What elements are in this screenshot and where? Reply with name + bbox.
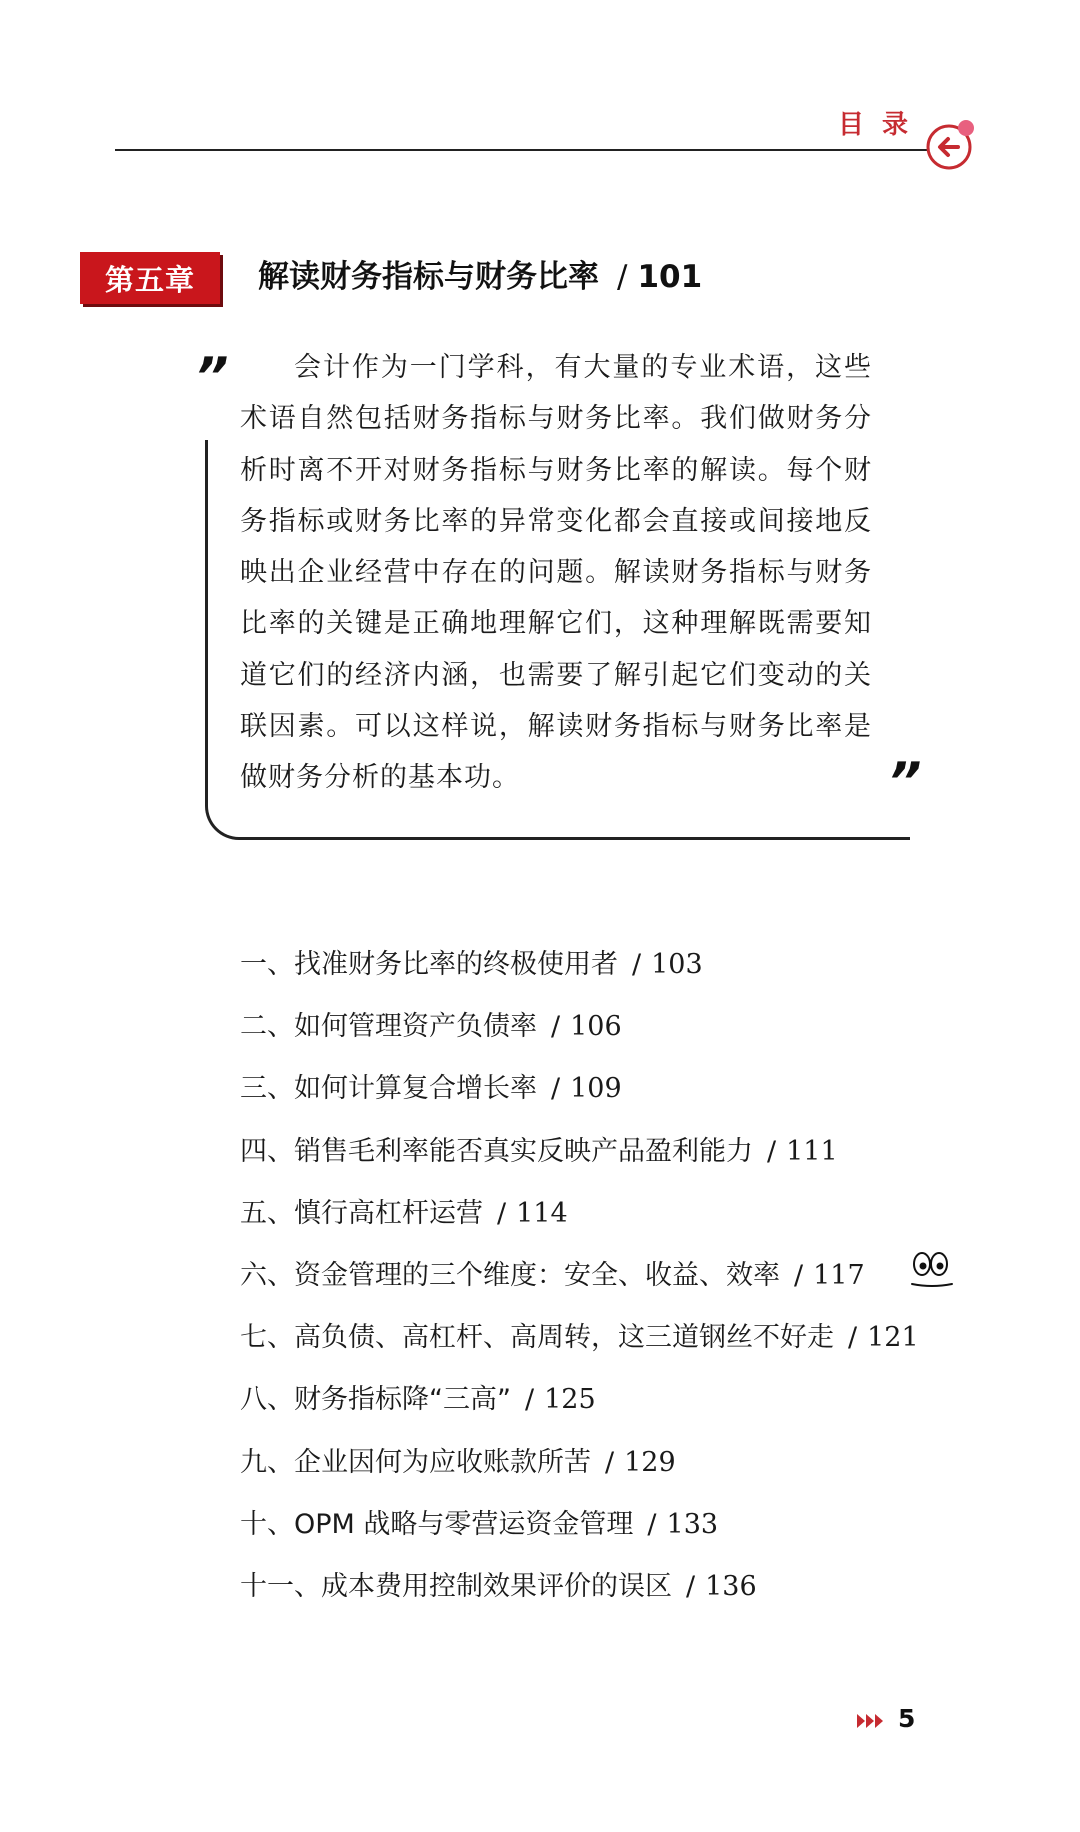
toc-item[interactable]: 五、慎行高杠杆运营 / 114	[240, 1197, 568, 1229]
chapter-title: 解读财务指标与财务比率	[258, 259, 599, 295]
chapter-heading[interactable]	[258, 254, 702, 300]
page-number: 5	[898, 1704, 916, 1733]
eyes-icon	[910, 1248, 954, 1290]
toc-item[interactable]: 八、财务指标降“三高” / 125	[240, 1384, 596, 1416]
chapter-summary: 会计作为一门学科，有大量的专业术语，这些术语自然包括财务指标与财务比率。我们做财务分析时离不开对财务指标与财务比率的解读。每个财务指标或财务比率的异常变化都会直接或间接地反映出企业经营中存在的问题。解读财务指标与财务比率的关键是正确地理解它们，这种理解既需要知道它们的经济内涵，也需要了解引起它们变动的关联因素。可以这样说，解读财务指标与财务比率是做财务分析的基本功。	[240, 352, 872, 794]
quote-close-mark-icon: ”	[888, 752, 916, 812]
header-divider	[115, 149, 960, 151]
chapter-page: 101	[637, 259, 703, 295]
circled-left-arrow-icon[interactable]	[922, 116, 980, 174]
toc-list	[240, 934, 919, 1618]
toc-item[interactable]: 四、销售毛利率能否真实反映产品盈利能力 / 111	[240, 1135, 838, 1167]
toc-item[interactable]: 二、如何管理资产负债率 / 106	[240, 1011, 622, 1043]
toc-item[interactable]: 三、如何计算复合增长率 / 109	[240, 1073, 622, 1105]
toc-item[interactable]: 九、企业因何为应收账款所苦 / 129	[240, 1446, 676, 1478]
chapter-badge: 第五章	[80, 252, 220, 304]
toc-item[interactable]: 十、OPM 战略与零营运资金管理 / 133	[240, 1508, 719, 1540]
quote-open-mark-icon: ”	[195, 347, 223, 407]
toc-item[interactable]: 十一、成本费用控制效果评价的误区 / 136	[240, 1570, 757, 1602]
chapter-separator: /	[617, 259, 628, 295]
triple-right-arrow-icon	[856, 1712, 886, 1730]
toc-item[interactable]: 一、找准财务比率的终极使用者 / 103	[240, 949, 703, 980]
toc-item[interactable]: 六、资金管理的三个维度：安全、收益、效率 / 117	[240, 1259, 865, 1291]
section-label: 目录	[838, 110, 927, 140]
toc-item[interactable]: 七、高负债、高杠杆、高周转，这三道钢丝不好走 / 121	[240, 1322, 919, 1354]
